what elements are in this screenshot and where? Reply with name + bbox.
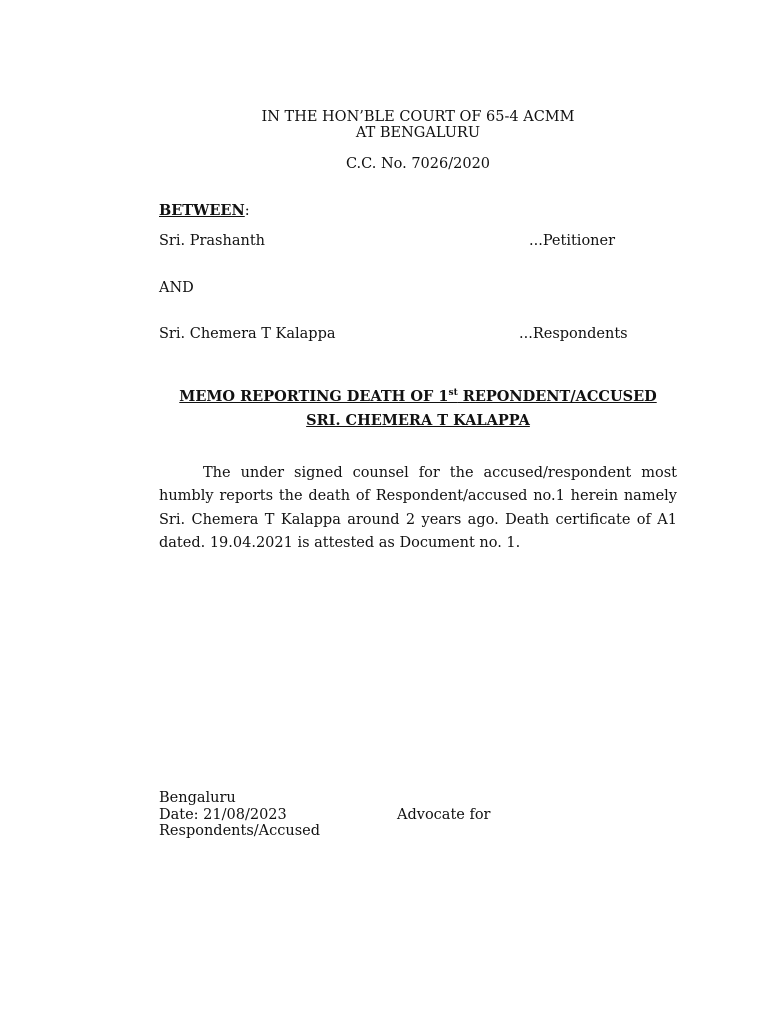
respondent-name: Sri. Chemera T Kalappa bbox=[159, 326, 336, 342]
petitioner-name: Sri. Prashanth bbox=[159, 233, 265, 249]
between-heading bbox=[159, 202, 250, 219]
case-number: C.C. No. 7026/2020 bbox=[345, 156, 491, 172]
advocate-for-label: Respondents/Accused bbox=[159, 823, 321, 839]
memo-title-superscript: st bbox=[448, 388, 458, 398]
memo-title-part2: REPONDENT/ACCUSED bbox=[457, 388, 657, 405]
advocate-label: Advocate for bbox=[397, 807, 491, 823]
memo-title bbox=[0, 388, 768, 405]
signing-date: Date: 21/08/2023 bbox=[159, 807, 287, 823]
between-colon: : bbox=[244, 203, 250, 219]
between-label: BETWEEN bbox=[159, 202, 245, 219]
respondent-role: ...Respondents bbox=[519, 326, 628, 342]
petitioner-role: ...Petitioner bbox=[529, 233, 616, 249]
and-label: AND bbox=[159, 280, 194, 296]
signing-place: Bengaluru bbox=[159, 790, 236, 806]
court-location-line: AT BENGALURU bbox=[355, 125, 481, 141]
memo-paragraph: The under signed counsel for the accused/respondent most humbly reports the death of Respondent/accused no.1 herein namely Sri. Chemera T Kalappa around 2 years ago. Death certificate of A1 dated. 19.04.2021 is attested as Document no. 1. bbox=[159, 465, 677, 552]
court-name-line: IN THE HON’BLE COURT OF 65-4 ACMM bbox=[261, 109, 575, 125]
memo-title-part1: MEMO REPORTING DEATH OF 1 bbox=[179, 388, 449, 405]
memo-subtitle: SRI. CHEMERA T KALAPPA bbox=[306, 412, 530, 429]
memo-body bbox=[159, 462, 677, 556]
